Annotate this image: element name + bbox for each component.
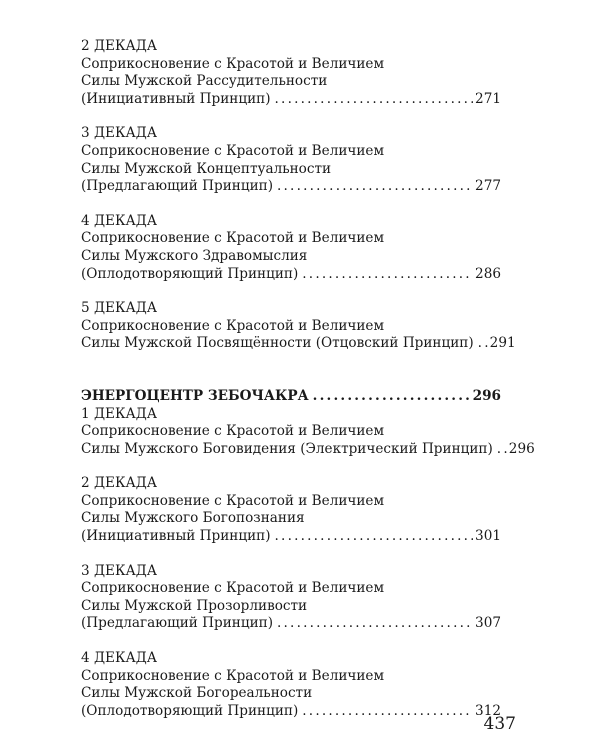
entry-page-number: 296 <box>508 440 535 457</box>
entry-principle: (Оплодотворяющий Принцип) <box>81 265 299 282</box>
decade-heading: 3 ДЕКАДА <box>81 562 158 579</box>
entry-leader-line <box>81 178 501 196</box>
entry-principle: (Предлагающий Принцип) <box>81 178 273 195</box>
entry-principle: (Предлагающий Принцип) <box>81 615 273 632</box>
toc-entry <box>81 300 516 353</box>
entry-leader-line <box>81 335 516 353</box>
entry-page-number: 286 <box>475 265 501 282</box>
dot-leader <box>497 441 507 459</box>
entry-title-line: Соприкосновение с Красотой и Величием <box>81 580 385 597</box>
entry-title-line: Силы Мужского Здравомыслия <box>81 247 308 264</box>
entry-title-line: Соприкосновение с Красотой и Величием <box>81 667 385 684</box>
entry-title-line: Соприкосновение с Красотой и Величием <box>81 423 385 440</box>
entry-leader-line <box>81 703 501 721</box>
entry-page-number: 312 <box>475 702 501 719</box>
entry-principle: (Инициативный Принцип) <box>81 90 271 107</box>
entry-page-number: 301 <box>475 528 501 545</box>
decade-heading: 2 ДЕКАДА <box>81 475 158 492</box>
entry-leader-line <box>81 528 501 546</box>
toc-entry <box>81 475 501 545</box>
dot-leader <box>313 388 471 406</box>
decade-heading: 1 ДЕКАДА <box>81 405 158 422</box>
toc-entry <box>81 38 501 108</box>
toc-entry <box>81 650 501 720</box>
section-page-number: 296 <box>472 387 501 404</box>
decade-heading: 2 ДЕКАДА <box>81 38 158 54</box>
dot-leader <box>277 615 473 633</box>
entry-title-line: Соприкосновение с Красотой и Величием <box>81 142 385 159</box>
dot-leader <box>302 266 473 284</box>
table-of-contents <box>81 38 535 737</box>
section-heading-line <box>81 388 501 406</box>
dot-leader <box>277 178 473 196</box>
toc-entry <box>81 563 501 633</box>
entry-leader-line <box>81 440 535 459</box>
entry-title-line: Силы Мужской Рассудительности <box>81 73 328 90</box>
decade-heading: 3 ДЕКАДА <box>81 125 158 142</box>
section-title: ЭНЕРГОЦЕНТР ЗЕБОЧАКРА <box>81 387 309 404</box>
entry-leader-line <box>81 266 501 284</box>
decade-heading: 4 ДЕКАДА <box>81 212 158 229</box>
entry-title-line: Силы Мужской Посвящённости (Отцовский Принцип) <box>81 335 474 352</box>
entry-title-line: Силы Мужской Прозорливости <box>81 597 308 614</box>
entry-title-line: Силы Мужского Боговидения (Электрический Принцип) <box>81 440 493 457</box>
entry-leader-line <box>81 91 501 109</box>
entry-title-line: Соприкосновение с Красотой и Величием <box>81 230 385 247</box>
toc-entry <box>81 213 501 283</box>
entry-page-number: 291 <box>489 335 516 352</box>
entry-title-line: Силы Мужского Богопознания <box>81 510 305 527</box>
dot-leader <box>275 91 474 109</box>
entry-title-line: Силы Мужской Концептуальности <box>81 160 332 177</box>
dot-leader <box>478 335 488 353</box>
entry-page-number: 271 <box>475 90 501 107</box>
dot-leader <box>302 703 473 721</box>
entry-title-line: Соприкосновение с Красотой и Величием <box>81 55 385 72</box>
dot-leader <box>275 528 474 546</box>
entry-title-line: Соприкосновение с Красотой и Величием <box>81 492 385 509</box>
decade-heading: 4 ДЕКАДА <box>81 650 158 667</box>
entry-leader-line <box>81 615 501 633</box>
entry-page-number: 277 <box>475 178 501 195</box>
page-number: 437 <box>483 714 516 734</box>
entry-page-number: 307 <box>475 615 501 632</box>
entry-principle: (Оплодотворяющий Принцип) <box>81 702 299 719</box>
entry-title-line: Силы Мужской Богореальности <box>81 685 313 702</box>
entry-title-line: Соприкосновение с Красотой и Величием <box>81 317 385 334</box>
entry-principle: (Инициативный Принцип) <box>81 528 271 545</box>
toc-entry <box>81 125 501 195</box>
toc-section <box>81 387 535 458</box>
decade-heading: 5 ДЕКАДА <box>81 300 158 317</box>
